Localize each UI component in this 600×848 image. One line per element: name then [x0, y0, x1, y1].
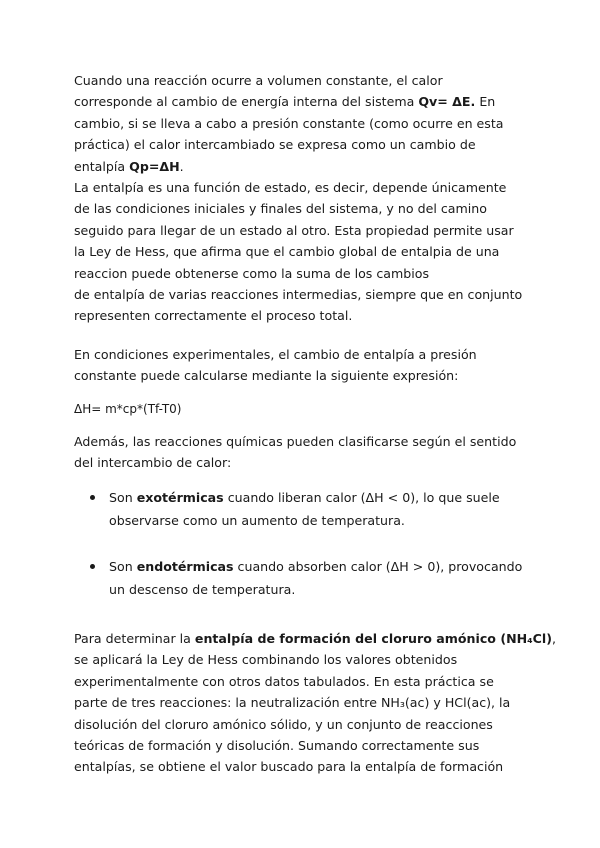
text-line: experimentalmente con otros datos tabulados. En esta práctica se: [74, 673, 494, 689]
bullet-icon: [90, 564, 95, 569]
text-line: entalpías, se obtiene el valor buscado para la entalpía de formación: [74, 759, 504, 775]
paragraph-experimental: [74, 344, 544, 387]
text-line: parte de tres reacciones: la neutralización entre NH₃(ac) y HCl(ac), la: [74, 695, 511, 711]
bullet-icon: [90, 495, 95, 500]
list-item-exothermic: Son exotérmicas cuando liberan calor (ΔH < 0), lo que suele observarse como un aumento de temperatura.: [90, 486, 540, 532]
text-line: se aplicará la Ley de Hess combinando los valores obtenidos: [74, 652, 458, 668]
text-line: teóricas de formación y disolución. Sumando correctamente sus: [74, 738, 480, 754]
list-item-endothermic: Son endotérmicas cuando absorben calor (ΔH > 0), provocando un descenso de temperatura.: [90, 555, 540, 601]
term-formation-enthalpy: entalpía de formación del cloruro amónico (NH₄Cl): [194, 631, 552, 646]
text-line: del intercambio de calor:: [74, 455, 232, 471]
text-line: cambio, si se lleva a cabo a presión constante (como ocurre en esta: [74, 115, 504, 131]
text-line: constante puede calcularse mediante la siguiente expresión:: [74, 368, 459, 384]
text-line: de entalpía de varias reacciones intermedias, siempre que en conjunto: [74, 287, 523, 303]
enthalpy-formula: ΔH= m*cp*(Tf-T0): [74, 402, 182, 416]
term-exothermic: exotérmicas: [136, 490, 224, 505]
text-line: práctica) el calor intercambiado se expresa como un cambio de: [74, 137, 476, 153]
text-line: entalpía Qp=ΔH.: [74, 158, 184, 174]
text-line: la Ley de Hess, que afirma que el cambio global de entalpia de una: [74, 244, 500, 260]
text-line: representen correctamente el proceso total.: [74, 308, 353, 324]
formula-qv: Qv= ΔE.: [418, 94, 476, 110]
text-line: Cuando una reacción ocurre a volumen constante, el calor: [74, 73, 443, 88]
text-line: En condiciones experimentales, el cambio de entalpía a presión: [74, 347, 477, 362]
text-line: seguido para llegar de un estado al otro. Esta propiedad permite usar: [74, 222, 514, 238]
text-line: Además, las reacciones químicas pueden clasificarse según el sentido: [74, 434, 517, 449]
text-line: Para determinar la entalpía de formación del cloruro amónico (NH₄Cl),: [74, 631, 557, 646]
text-line: de las condiciones iniciales y finales del sistema, y no del camino: [74, 201, 487, 217]
paragraph-enthalpy-intro: [74, 70, 544, 327]
text-line: La entalpía es una función de estado, es decir, depende únicamente: [74, 180, 507, 196]
term-endothermic: endotérmicas: [136, 559, 234, 574]
reaction-type-list: [90, 486, 540, 624]
text-line: corresponde al cambio de energía interna del sistema Qv= ΔE. En: [74, 94, 496, 110]
text-line: disolución del cloruro amónico sólido, y un conjunto de reacciones: [74, 716, 493, 732]
text-line: reaccion puede obtenerse como la suma de los cambios: [74, 265, 430, 281]
formula-qp: Qp=ΔH: [129, 158, 180, 174]
paragraph-classification: [74, 431, 544, 474]
paragraph-hess-law: [74, 628, 557, 778]
